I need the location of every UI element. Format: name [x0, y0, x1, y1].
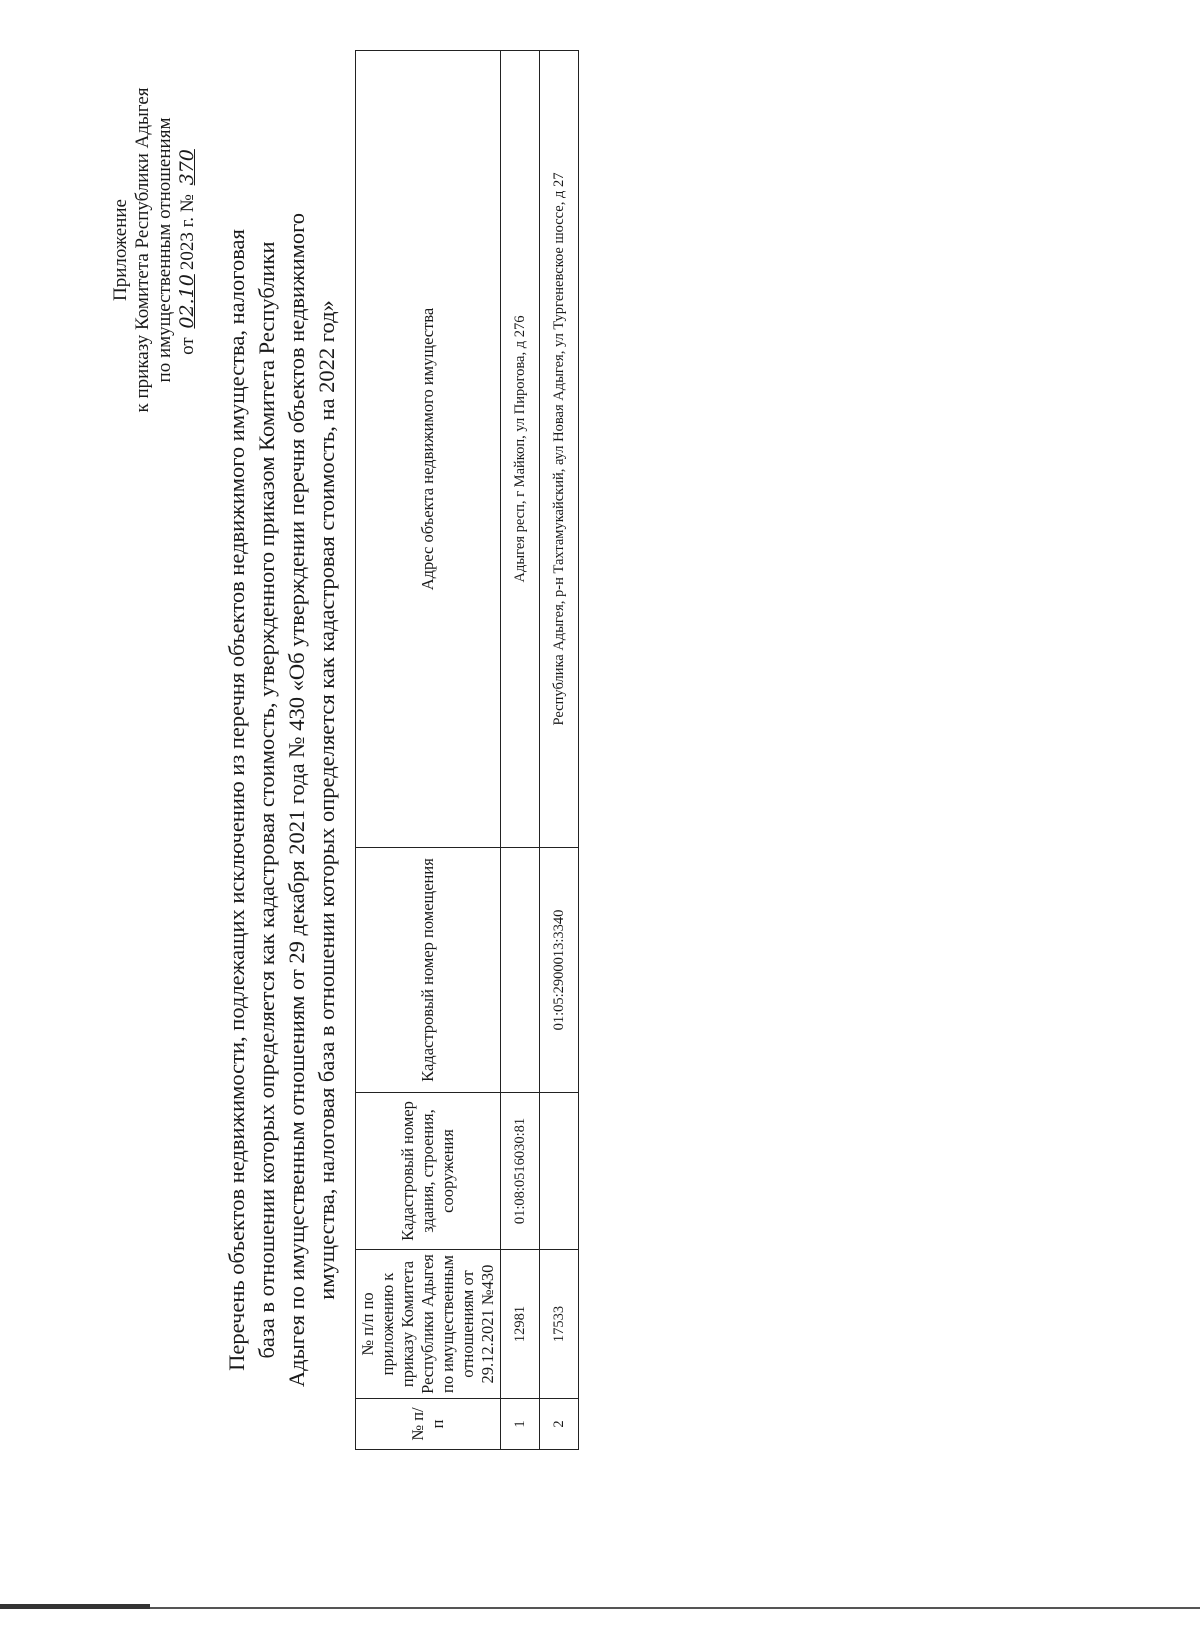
- scan-edge-mark: [0, 1604, 150, 1609]
- appendix-order-ref: к приказу Комитета Республики Адыгея: [132, 87, 153, 413]
- cell-appendix-num: 17533: [540, 1250, 579, 1399]
- appendix-header: [110, 40, 199, 460]
- cell-room-cadastral: 01:05:2900013:3340: [540, 848, 579, 1093]
- property-table: [355, 50, 579, 1450]
- title-line-3: Адыгея по имущественным отношениям от 29 декабря 2021 года № 430 «Об утверждении перечня объектов недвижимого: [284, 212, 309, 1388]
- cell-address: Адыгея респ, г Майкоп, ул Пирогова, д 276: [501, 51, 540, 848]
- header-address: Адрес объекта недвижимого имущества: [356, 51, 501, 848]
- cell-building-cadastral: [540, 1093, 579, 1250]
- table-row: [501, 51, 540, 1450]
- table-row: [540, 51, 579, 1450]
- table-header-row: [356, 51, 501, 1450]
- title-line-4: имущества, налоговая база в отношении которых определяется как кадастровая стоимость, на 2022 год»: [314, 300, 339, 1300]
- header-building-cadastral: Кадастровый номер здания, строения, сооружения: [356, 1093, 501, 1250]
- date-year: 2023 г. №: [177, 194, 198, 271]
- cell-appendix-num: 12981: [501, 1250, 540, 1399]
- rotated-page-content: [110, 20, 620, 1540]
- title-line-2: база в отношении которых определяется как кадастровая стоимость, утвержденного приказом Комитета Республики: [254, 241, 279, 1359]
- cell-num: 2: [540, 1399, 579, 1450]
- cell-num: 1: [501, 1399, 540, 1450]
- handwritten-order-number: 370: [176, 149, 198, 186]
- date-prefix: от: [177, 337, 198, 355]
- cell-address: Республика Адыгея, р-н Тахтамукайский, аул Новая Адыгея, ул Тургеневское шоссе, д 27: [540, 51, 579, 848]
- title-line-1: Перечень объектов недвижимости, подлежащих исключению из перечня объектов недвижимого имущества, налоговая: [224, 229, 249, 1371]
- appendix-label: Приложение: [110, 199, 131, 301]
- appendix-date-line: [176, 40, 199, 460]
- scan-edge-line: [0, 1607, 1200, 1609]
- cell-room-cadastral: [501, 848, 540, 1093]
- handwritten-date: 02.10: [176, 274, 198, 329]
- header-appendix-num: № п/п по приложению к приказу Комитета Республики Адыгея по имущественным отношениям от 29.12.2021 №430: [356, 1250, 501, 1399]
- header-num: № п/п: [356, 1399, 501, 1450]
- appendix-committee: по имущественным отношениям: [154, 117, 175, 383]
- cell-building-cadastral: 01:08:0516030:81: [501, 1093, 540, 1250]
- header-room-cadastral: Кадастровый номер помещения: [356, 848, 501, 1093]
- document-title: [222, 100, 342, 1500]
